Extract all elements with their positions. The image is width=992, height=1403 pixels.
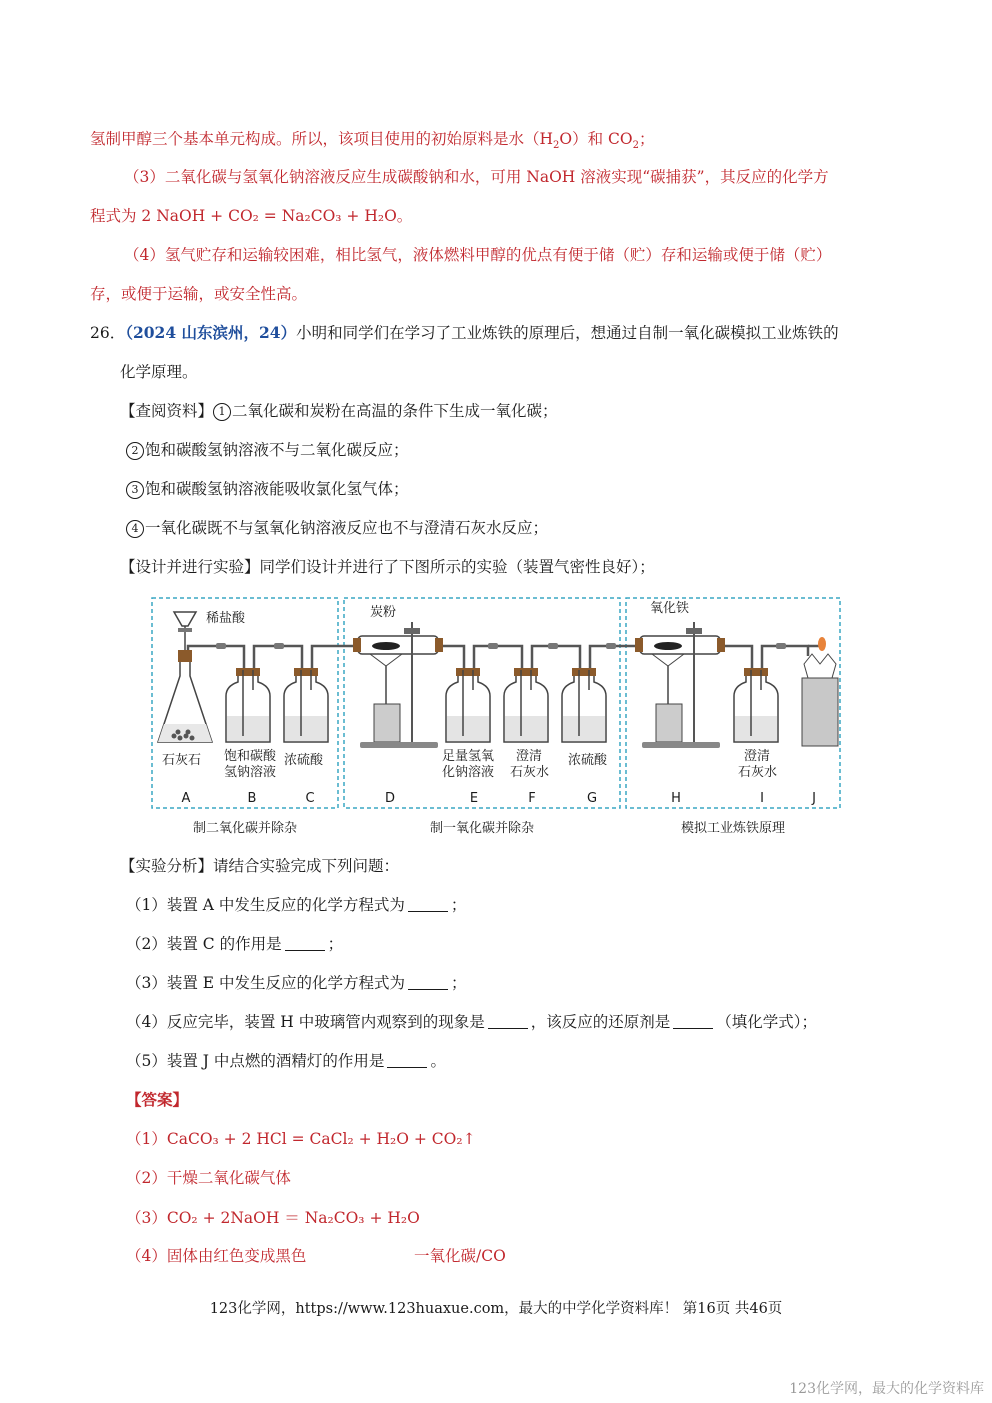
design-line: 【设计并进行实验】同学们设计并进行了下图所示的实验（装置气密性良好）；	[120, 558, 655, 576]
reagent-g: 浓硫酸	[568, 753, 608, 768]
apparatus-letter-h: H	[671, 791, 681, 806]
reagent-b2: 氢钠溶液	[224, 765, 277, 780]
gas-washing-bottle	[446, 668, 490, 742]
prev-answer-line2: （3）二氧化碳与氢氧化钠溶液反应生成碳酸钠和水，可用 NaOH 溶液实现“碳捕获”，其反应的化学方	[124, 168, 829, 186]
label-carbon: 炭粉	[370, 605, 397, 620]
reagent-c: 浓硫酸	[284, 753, 324, 768]
watermark: 123化学网，最大的化学资料库	[789, 1381, 984, 1397]
gas-washing-bottle	[504, 668, 548, 742]
ref-3: 3 饱和碳酸氢钠溶液能吸收氯化氢气体；	[126, 478, 409, 500]
answer-4b: 一氧化碳/CO	[414, 1247, 506, 1265]
apparatus-letter-e: E	[469, 791, 479, 806]
analysis-line: 【实验分析】请结合实验完成下列问题：	[120, 857, 400, 875]
part-5: （5）装置 J 中点燃的酒精灯的作用是 。	[126, 1052, 446, 1070]
circled-number: 1	[213, 403, 231, 421]
apparatus-letter-a: A	[181, 791, 191, 806]
apparatus-d	[353, 622, 443, 748]
answer-blank[interactable]	[387, 1067, 427, 1068]
label-acid: 稀盐酸	[206, 611, 246, 626]
question-header	[90, 322, 839, 344]
answer-blank[interactable]	[285, 950, 325, 951]
question-stem-2: 化学原理。	[120, 363, 198, 381]
ref-4: 4 一氧化碳既不与氢氧化钠溶液反应也不与澄清石灰水反应；	[126, 517, 548, 539]
reagent-f1: 澄清	[516, 749, 543, 764]
reagent-i1: 澄清	[744, 749, 771, 764]
apparatus-letter-b: B	[247, 791, 257, 806]
apparatus-letter-d: D	[384, 791, 396, 806]
reagent-i2: 石灰水	[738, 765, 778, 780]
prev-answer-line3: 程式为 2 NaOH + CO₂ = Na₂CO₃ + H₂O。	[90, 207, 413, 225]
apparatus-letter-g: G	[586, 791, 598, 806]
part-2: （2）装置 C 的作用是 ；	[126, 935, 344, 953]
reagent-b1: 饱和碳酸	[224, 749, 277, 764]
reagent-f2: 石灰水	[510, 765, 550, 780]
part-4: （4）反应完毕，装置 H 中玻璃管内观察到的现象是 ，该反应的还原剂是 （填化学式）；	[126, 1013, 818, 1031]
gas-washing-bottle	[284, 668, 328, 742]
apparatus-letter-j: J	[812, 791, 816, 806]
circled-number: 2	[126, 442, 144, 460]
apparatus-letter-i: I	[760, 791, 764, 806]
answer-2: （2）干燥二氧化碳气体	[126, 1169, 291, 1187]
page-footer: 123化学网，https://www.123huaxue.com，最大的中学化学资料库！ 第16页 共46页	[209, 1301, 783, 1317]
ref-2: 2 饱和碳酸氢钠溶液不与二氧化碳反应；	[126, 439, 409, 461]
question-number: 26．	[90, 324, 126, 342]
circled-number: 4	[126, 520, 144, 538]
label-iron-oxide: 氧化铁	[650, 601, 690, 616]
apparatus-letter-c: C	[305, 791, 315, 806]
answer-blank[interactable]	[673, 1028, 713, 1029]
question-stem: 小明和同学们在学习了工业炼铁的原理后，想通过自制一氧化碳模拟工业炼铁的	[296, 324, 839, 342]
apparatus-letter-f: F	[528, 791, 536, 806]
gas-washing-bottle	[734, 668, 778, 742]
answer-blank[interactable]	[488, 1028, 528, 1029]
answer-3: （3）CO₂ + 2NaOH ＝ Na₂CO₃ + H₂O	[126, 1209, 420, 1227]
group-caption-1: 制二氧化碳并除杂	[192, 821, 298, 836]
answer-blank[interactable]	[408, 989, 448, 990]
answer-1: （1）CaCO₃ + 2 HCl = CaCl₂ + H₂O + CO₂↑	[126, 1130, 476, 1148]
group-caption-3: 模拟工业炼铁原理	[680, 821, 786, 836]
prev-answer-line5: 存，或便于运输，或安全性高。	[90, 285, 308, 303]
apparatus-letters	[182, 791, 816, 806]
gas-washing-bottle	[226, 668, 270, 742]
answer-label: 【答案】	[126, 1090, 189, 1109]
reagent-e2: 化钠溶液	[442, 765, 495, 780]
gas-washing-bottle	[562, 668, 606, 742]
answer-4a: （4）固体由红色变成黑色	[126, 1247, 307, 1265]
circled-number: 3	[126, 481, 144, 499]
ref-1: 【查阅资料】 1 二氧化碳和炭粉在高温的条件下生成一氧化碳；	[120, 402, 558, 420]
part-1: （1）装置 A 中发生反应的化学方程式为 ；	[126, 896, 467, 914]
washing-bottles	[226, 668, 778, 742]
answer-blank[interactable]	[408, 911, 448, 912]
group-caption-2: 制一氧化碳并除杂	[429, 821, 535, 836]
prev-answer-line1: 氢制甲醇三个基本单元构成。所以，该项目使用的初始原料是水$(H_2O)$和 $CO_2$；	[90, 130, 655, 152]
apparatus-diagram	[148, 592, 844, 844]
apparatus-h	[635, 622, 725, 748]
reagent-a: 石灰石	[162, 753, 202, 768]
prev-answer-line4: （4）氢气贮存和运输较困难，相比氢气，液体燃料甲醇的优点有便于储（贮）存和运输或便于储（贮）	[124, 246, 832, 264]
part-3: （3）装置 E 中发生反应的化学方程式为 ；	[126, 974, 467, 992]
reagent-e1: 足量氢氧	[442, 749, 495, 764]
question-source: （2024 山东滨州，24）	[125, 323, 297, 342]
flask-a	[158, 612, 212, 742]
